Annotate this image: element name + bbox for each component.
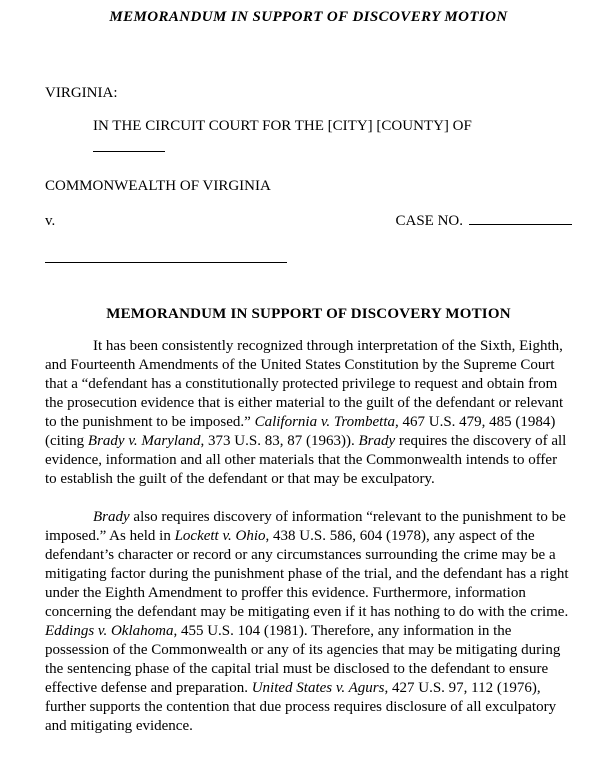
paragraph-text: , 455 U.S. 104 (1981). Therefore, any information in the possession of the Commonwealth or any of its agencies that may be mitigating during the sentencing phase of the capital trial must be disclosed to the defendant to ensure effective defense and preparation. — [45, 623, 561, 696]
state-label: VIRGINIA: — [45, 85, 118, 101]
paragraph-text: , 467 U.S. 479, 485 (1984) (citing — [45, 414, 556, 449]
versus-label: v. — [45, 213, 56, 229]
case-citation-text: California v. Trombetta — [254, 414, 395, 430]
memorandum-body — [45, 337, 572, 736]
paragraph-text: , 373 U.S. 83, 87 (1963)). — [200, 433, 359, 449]
memorandum-title: MEMORANDUM IN SUPPORT OF DISCOVERY MOTION — [106, 306, 511, 322]
case-caption — [45, 84, 572, 263]
case-citation-text: Lockett v. Ohio — [174, 528, 266, 544]
body-paragraph — [45, 337, 572, 489]
city-county-blank-line — [93, 136, 165, 152]
case-citation-text: Brady v. Maryland — [87, 433, 201, 449]
case-citation-text: Brady — [358, 433, 396, 449]
versus-row — [45, 211, 572, 231]
body-paragraph — [45, 508, 572, 736]
case-number-blank-line — [469, 211, 572, 225]
form-header-title: MEMORANDUM IN SUPPORT OF DISCOVERY MOTION — [109, 9, 508, 25]
court-name-line: IN THE CIRCUIT COURT FOR THE [CITY] [COUNTY] OF — [93, 118, 472, 134]
paragraph-text: It has been consistently recognized through interpretation of the Sixth, Eighth, and Fourteenth Amendments of the United States Constitution by the Supreme Court that a “defendant has a constitutionally protected privilege to request and obtain from the prosecution evidence that is either material to the guilt of the defendant or relevant to the punishment to be imposed.” — [45, 338, 564, 430]
defendant-name-blank-line — [45, 245, 287, 263]
paragraph-text: also requires discovery of information “relevant to the punishment to be imposed.” As held in — [45, 509, 566, 544]
case-number-label: CASE NO. — [395, 213, 463, 229]
case-citation-text: Brady — [93, 509, 130, 525]
plaintiff-name: COMMONWEALTH OF VIRGINIA — [45, 178, 271, 194]
case-citation-text: Eddings v. Oklahoma — [45, 623, 174, 639]
paragraph-text: requires the discovery of all evidence, information and all other materials that the Commonwealth intends to offer to establish the guilt of the defendant or that may be exculpatory. — [45, 433, 567, 487]
paragraph-text: , 427 U.S. 97, 112 (1976), further supports the contention that due process requires disclosure of all exculpatory and mitigating evidence. — [45, 680, 557, 734]
case-citation-text: United States v. Agurs — [251, 680, 385, 696]
case-number-group — [395, 211, 572, 231]
paragraph-text: , 438 U.S. 586, 604 (1978), any aspect of the defendant’s character or record or any circumstances surrounding the crime may be a mitigating factor during the punishment phase of the trial, and the defendant has a right under the Eighth Amendment to proffer this evidence. Furthermore, information concerning the defendant may be mitigating even if it has nothing to do with the crime. — [45, 528, 569, 620]
